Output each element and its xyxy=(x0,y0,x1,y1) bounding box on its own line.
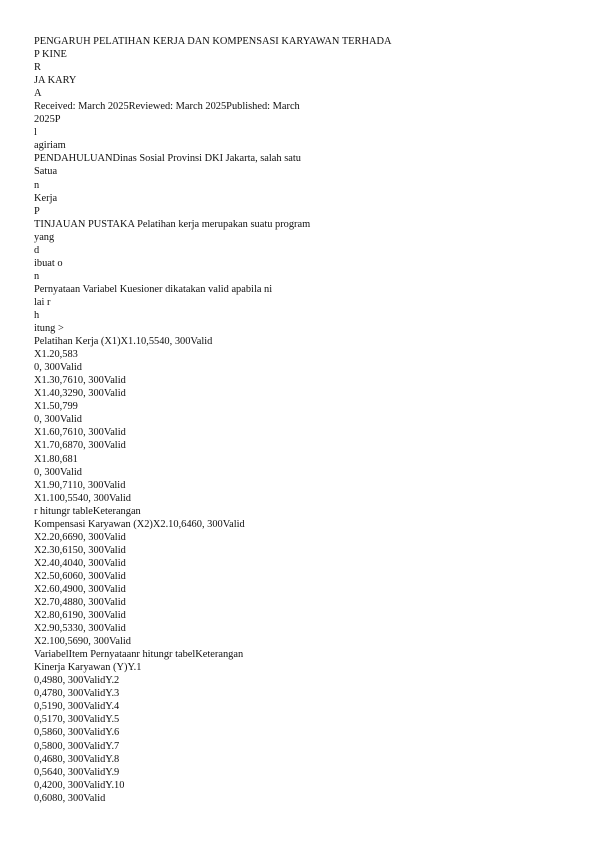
text-line: X2.50,6060, 300Valid xyxy=(34,570,126,582)
text-line: X2.90,5330, 300Valid xyxy=(34,623,126,635)
text-line: 0,5190, 300ValidY.4 xyxy=(34,701,120,713)
text-line: Pelatihan Kerja (X1)X1.10,5540, 300Valid xyxy=(34,336,213,348)
text-line: 0,4200, 300ValidY.10 xyxy=(34,779,125,791)
text-line: X1.70,6870, 300Valid xyxy=(34,440,126,452)
text-line: itung > xyxy=(34,323,64,335)
document-title-line: PENGARUH PELATIHAN KERJA DAN KOMPENSASI KARYAWAN TERHADA xyxy=(34,36,392,47)
text-line: X2.60,4900, 300Valid xyxy=(34,583,126,595)
text-line: X1.50,799 xyxy=(34,401,78,413)
text-line: lai r xyxy=(34,296,51,308)
text-line: 0, 300Valid xyxy=(34,362,82,374)
text-line: l xyxy=(34,127,37,139)
text-line: 0, 300Valid xyxy=(34,414,82,426)
text-line: yang xyxy=(34,231,55,243)
text-line: X1.80,681 xyxy=(34,453,78,465)
text-line: X1.40,3290, 300Valid xyxy=(34,388,126,400)
text-line: VariabelItem Pernyataanr hitungr tabelKeterangan xyxy=(34,649,244,661)
text-line: Received: March 2025Reviewed: March 2025Published: March xyxy=(34,101,300,113)
text-line: X1.20,583 xyxy=(34,349,78,361)
text-line: R xyxy=(34,62,41,74)
text-line: X2.100,5690, 300Valid xyxy=(34,636,131,648)
text-line: JA KARY xyxy=(34,75,77,87)
text-line: X1.100,5540, 300Valid xyxy=(34,492,131,504)
text-line: Kompensasi Karyawan (X2)X2.10,6460, 300Valid xyxy=(34,518,245,530)
text-line: 0,4680, 300ValidY.8 xyxy=(34,753,120,765)
text-line: ibuat o xyxy=(34,257,63,269)
text-line: 0, 300Valid xyxy=(34,466,82,478)
text-line: Pernyataan Variabel Kuesioner dikatakan valid apabila ni xyxy=(34,283,273,295)
text-line: Kerja xyxy=(34,192,58,204)
text-line: 0,4980, 300ValidY.2 xyxy=(34,675,120,687)
text-line: Satua xyxy=(34,166,58,178)
text-line: X2.30,6150, 300Valid xyxy=(34,544,126,556)
text-line: n xyxy=(34,179,40,191)
text-line: 2025P xyxy=(34,114,61,126)
text-line: X1.60,7610, 300Valid xyxy=(34,427,126,439)
text-line: 0,5170, 300ValidY.5 xyxy=(34,714,120,726)
text-line: 0,5860, 300ValidY.6 xyxy=(34,727,120,739)
text-line: X1.90,7110, 300Valid xyxy=(34,479,126,491)
text-line: d xyxy=(34,244,40,256)
text-line: X1.30,7610, 300Valid xyxy=(34,375,126,387)
text-line: X2.80,6190, 300Valid xyxy=(34,610,126,622)
text-line: Kinerja Karyawan (Y)Y.1 xyxy=(34,662,142,674)
text-line: A xyxy=(34,88,42,100)
text-line: r hitungr tableKeterangan xyxy=(34,505,141,517)
text-line: P xyxy=(34,205,40,217)
text-line: X2.20,6690, 300Valid xyxy=(34,531,126,543)
text-line: X2.70,4880, 300Valid xyxy=(34,597,126,609)
text-line: PENDAHULUANDinas Sosial Provinsi DKI Jakarta, salah satu xyxy=(34,153,301,165)
text-line: X2.40,4040, 300Valid xyxy=(34,557,126,569)
text-line: 0,5640, 300ValidY.9 xyxy=(34,766,120,778)
text-line: agiriam xyxy=(34,140,66,152)
text-line: TINJAUAN PUSTAKA Pelatihan kerja merupakan suatu program xyxy=(34,218,311,230)
text-line: P KINE xyxy=(34,49,67,61)
text-line: 0,6080, 300Valid xyxy=(34,792,106,804)
text-line: 0,5800, 300ValidY.7 xyxy=(34,740,120,752)
text-line: h xyxy=(34,309,40,321)
text-line: n xyxy=(34,270,40,282)
document-page xyxy=(34,35,574,805)
text-line: 0,4780, 300ValidY.3 xyxy=(34,688,120,700)
